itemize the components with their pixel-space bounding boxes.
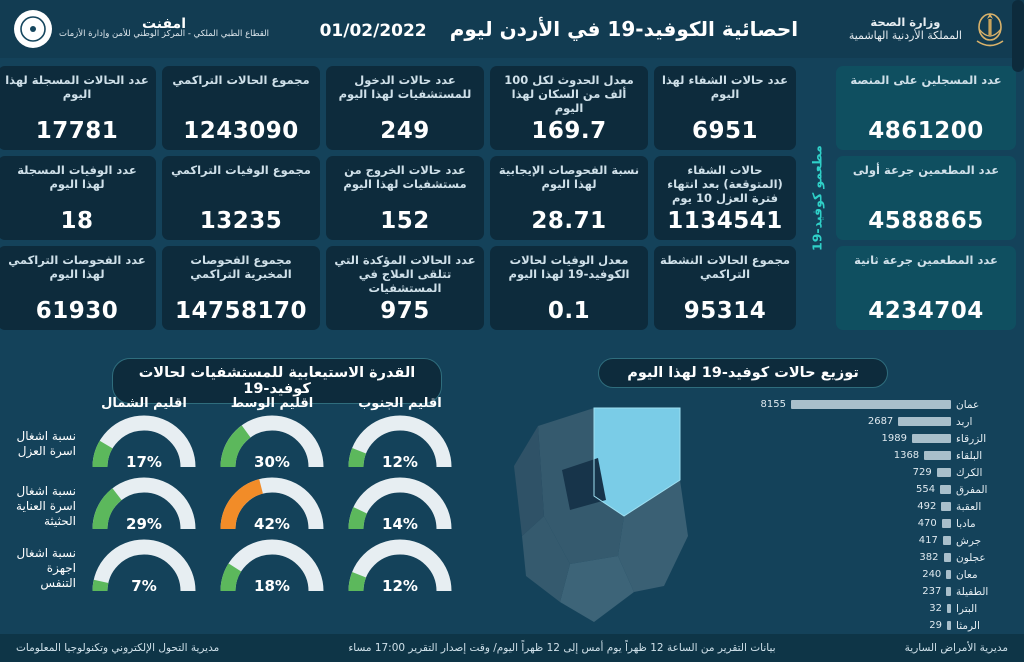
footer-left: مديرية التحول الإلكتروني وتكنولوجيا المعلومات: [16, 642, 220, 654]
stat-card-recoveries-today: [654, 66, 796, 150]
distribution-row: [752, 481, 1002, 498]
distribution-bar: [941, 502, 951, 511]
distribution-governorate: جرش: [956, 534, 982, 547]
capacity-gauge: [90, 415, 198, 473]
hospital-capacity-chart: [14, 396, 464, 597]
stat-card-death-rate: [490, 246, 648, 330]
capacity-gauge-cell: [208, 539, 336, 597]
capacity-gauge: [218, 477, 326, 535]
stat-value: 249: [380, 118, 430, 144]
stat-card-positivity-rate: [490, 156, 648, 240]
capacity-column-headers: [14, 396, 464, 411]
stat-card-tests-today: [0, 246, 156, 330]
capacity-row-label: نسبة اشغال اجهزة التنفس: [16, 545, 76, 590]
capacity-gauge-cell: [80, 477, 208, 535]
distribution-section-title: توزيع حالات كوفيد-19 لهذا اليوم: [598, 358, 888, 388]
stat-value: 169.7: [531, 118, 607, 144]
stat-value: 18: [60, 208, 94, 234]
capacity-gauge: [90, 477, 198, 535]
capacity-gauge-value: 18%: [254, 577, 290, 595]
stat-value: 17781: [35, 118, 119, 144]
capacity-gauge-value: 42%: [254, 515, 290, 533]
distribution-bar: [944, 553, 951, 562]
stat-value: 13235: [199, 208, 283, 234]
stat-card-hospitalized-confirmed: [326, 246, 484, 330]
footer-center: بيانات التقرير من الساعة 12 ظهراً يوم أمس إلى 12 ظهراً اليوم/ وقت إصدار التقرير 17:00 مساء: [348, 642, 776, 654]
capacity-region-header: اقليم الوسط: [230, 396, 314, 411]
distribution-value: 2687: [867, 416, 894, 427]
stat-label: عدد الوفيات المسجلة لهذا اليوم: [17, 163, 137, 191]
capacity-gauge-value: 17%: [126, 453, 162, 471]
distribution-bar: [924, 451, 951, 460]
stat-label: مجموع الحالات النشطة التراكمي: [659, 253, 790, 281]
capacity-gauge-cell: [80, 539, 208, 597]
distribution-row: [752, 532, 1002, 549]
stat-value: 152: [380, 208, 430, 234]
capacity-header-spacer: [14, 396, 80, 411]
distribution-value: 32: [929, 603, 942, 614]
distribution-value: 1989: [881, 433, 907, 444]
distribution-row: [752, 515, 1002, 532]
org-logo-block: [14, 10, 269, 48]
footer: [0, 634, 1024, 662]
distribution-bar: [937, 468, 951, 477]
distribution-value: 492: [917, 501, 937, 512]
stat-label: عدد الحالات المسجلة لهذا اليوم: [5, 73, 149, 101]
stat-label: عدد الفحوصات التراكمي لهذا اليوم: [8, 253, 146, 281]
distribution-value: 1368: [893, 450, 920, 461]
distribution-row: [752, 413, 1002, 430]
vaccination-rail: [802, 66, 1016, 330]
distribution-row: [752, 549, 1002, 566]
jordan-crest-icon: [970, 7, 1010, 51]
stat-card-platform-registered: [836, 66, 1016, 150]
distribution-row: [752, 396, 1002, 413]
capacity-gauge-cell: [208, 477, 336, 535]
distribution-value: 8155: [760, 399, 786, 410]
capacity-region-header: اقليم الجنوب: [358, 396, 442, 411]
stat-value: 14758170: [174, 298, 308, 324]
capacity-row: [14, 477, 464, 535]
stat-label: معدل الوفيات لحالات الكوفيد-19 لهذا اليوم: [508, 253, 630, 281]
distribution-bar: [943, 536, 951, 545]
stat-value: 1243090: [183, 118, 299, 144]
distribution-bar: [912, 434, 951, 443]
capacity-gauge: [218, 415, 326, 473]
stat-card-total-cases: [162, 66, 320, 150]
org-name: امفنت: [141, 16, 187, 32]
stat-label: مجموع الوفيات التراكمي: [171, 163, 311, 177]
distribution-value: 29: [929, 620, 942, 631]
capacity-gauge-value: 14%: [382, 515, 418, 533]
capacity-gauge: [346, 415, 454, 473]
capacity-gauge-value: 12%: [382, 453, 418, 471]
capacity-row: [14, 415, 464, 473]
distribution-row: [752, 447, 1002, 464]
capacity-section-title: القدرة الاستيعابية للمستشفيات لحالات كوفيد-19: [112, 358, 442, 404]
stat-card-expected-recoveries: [654, 156, 796, 240]
stat-label: عدد المسجلين على المنصة: [850, 73, 1002, 87]
distribution-value: 729: [912, 467, 932, 478]
distribution-row: [752, 498, 1002, 515]
capacity-gauge-value: 7%: [131, 577, 157, 595]
capacity-gauge: [90, 539, 198, 597]
stat-label: عدد المطعمين جرعة أولى: [852, 163, 1000, 177]
distribution-governorate: البترا: [956, 602, 978, 615]
stat-value: 95314: [683, 298, 767, 324]
capacity-gauge-cell: [336, 477, 464, 535]
distribution-row: [752, 464, 1002, 481]
capacity-gauge-cell: [336, 415, 464, 473]
capacity-gauge-value: 12%: [382, 577, 418, 595]
capacity-gauge-value: 29%: [126, 515, 162, 533]
distribution-bar: [947, 621, 951, 630]
distribution-governorate: عمان: [956, 398, 980, 411]
distribution-bar: [940, 485, 951, 494]
capacity-gauge: [346, 539, 454, 597]
stat-value: 28.71: [531, 208, 607, 234]
stat-label: مجموع الفحوصات المخبرية التراكمي: [190, 253, 292, 281]
stat-card-discharges-today: [326, 156, 484, 240]
distribution-bar: [946, 587, 951, 596]
distribution-row: [752, 583, 1002, 600]
stat-card-second-dose: [836, 246, 1016, 330]
distribution-governorate: عجلون: [956, 551, 986, 564]
stat-value: 4234704: [868, 298, 984, 324]
stat-label: حالات الشفاء (المتوقعة) بعد انتهاء فترة العزل 10 يوم: [667, 163, 783, 205]
distribution-bar: [946, 570, 951, 579]
distribution-governorate: اربد: [956, 415, 973, 428]
distribution-bar: [942, 519, 951, 528]
stat-card-total-tests: [162, 246, 320, 330]
stat-card-admissions-today: [326, 66, 484, 150]
ministry-block: [849, 7, 1010, 51]
stat-card-total-deaths: [162, 156, 320, 240]
capacity-row: [14, 539, 464, 597]
ministry-text: [849, 15, 962, 43]
stat-value: 4861200: [868, 118, 984, 144]
stat-label: نسبة الفحوصات الإيجابية لهذا اليوم: [498, 163, 640, 191]
distribution-bar-chart: [752, 396, 1002, 634]
distribution-governorate: الرمثا: [956, 619, 980, 632]
stat-label: عدد المطعمين جرعة ثانية: [854, 253, 998, 267]
distribution-governorate: المفرق: [956, 483, 988, 496]
distribution-value: 382: [919, 552, 939, 563]
ministry-line2: المملكة الأردنية الهاشمية: [848, 29, 962, 42]
distribution-value: 554: [916, 484, 936, 495]
distribution-value: 240: [922, 569, 942, 580]
capacity-gauge: [346, 477, 454, 535]
distribution-governorate: العقبة: [956, 500, 982, 513]
org-name-block: [59, 16, 269, 39]
capacity-row-label: نسبة اشغال اسرة العناية الحثيثة: [16, 483, 76, 528]
distribution-governorate: البلقاء: [956, 449, 983, 462]
distribution-governorate: الزرقاء: [956, 432, 987, 445]
distribution-bar: [898, 417, 951, 426]
jordan-map: [474, 396, 724, 631]
stat-card-active-cases: [654, 246, 796, 330]
stat-card-deaths-today: [0, 156, 156, 240]
distribution-bar: [947, 604, 951, 613]
stat-label: عدد حالات الخروج من مستشفيات لهذا اليوم: [343, 163, 467, 191]
header: [0, 0, 1024, 58]
header-center: [269, 17, 849, 41]
distribution-value: 470: [917, 518, 937, 529]
ministry-line1: وزارة الصحة: [870, 15, 941, 29]
stats-grid: [5, 66, 1016, 330]
stat-card-incidence-rate: [490, 66, 648, 150]
stat-value: 61930: [35, 298, 119, 324]
distribution-value: 237: [922, 586, 942, 597]
page-title: احصائية الكوفيد-19 في الأردن ليوم: [449, 17, 799, 41]
vaccination-rail-label: مطعمو كوفيد-19: [809, 145, 825, 251]
capacity-region-header: اقليم الشمال: [101, 396, 187, 411]
footer-right: مديرية الأمراض السارية: [904, 642, 1008, 654]
distribution-governorate: مادبا: [956, 517, 976, 530]
stat-value: 4588865: [868, 208, 984, 234]
capacity-gauge-value: 30%: [254, 453, 290, 471]
report-date: 01/02/2022: [319, 21, 427, 41]
stat-value: 975: [380, 298, 430, 324]
capacity-gauge-cell: [208, 415, 336, 473]
capacity-gauge-cell: [336, 539, 464, 597]
stat-card-new-cases: [0, 66, 156, 150]
distribution-governorate: الطفيلة: [956, 585, 989, 598]
org-logo-icon: [14, 10, 52, 48]
stat-label: عدد حالات الشفاء لهذا اليوم: [661, 73, 789, 101]
capacity-row-label: نسبة اشغال اسرة العزل: [16, 429, 76, 458]
distribution-row: [752, 617, 1002, 634]
stat-value: 0.1: [547, 298, 591, 324]
distribution-row: [752, 430, 1002, 447]
distribution-governorate: الكرك: [956, 466, 983, 479]
distribution-value: 417: [918, 535, 938, 546]
distribution-governorate: معان: [956, 568, 978, 581]
stat-value: 6951: [691, 118, 758, 144]
distribution-bar: [791, 400, 951, 409]
stat-label: مجموع الحالات التراكمي: [172, 73, 310, 87]
capacity-gauge-cell: [80, 415, 208, 473]
stat-label: معدل الحدوث لكل 100 ألف من السكان لهذا اليوم: [504, 73, 634, 115]
distribution-row: [752, 566, 1002, 583]
stat-value: 1134541: [667, 208, 783, 234]
stat-label: عدد الحالات المؤكدة التي تتلقى العلاج في المستشفيات: [334, 253, 476, 295]
distribution-row: [752, 600, 1002, 617]
capacity-gauge: [218, 539, 326, 597]
stat-card-first-dose: [836, 156, 1016, 240]
stat-label: عدد حالات الدخول للمستشفيات لهذا اليوم: [338, 73, 472, 101]
org-subtitle: القطاع الطبي الملكي - المركز الوطني للأمن وإدارة الأزمات: [59, 29, 269, 39]
